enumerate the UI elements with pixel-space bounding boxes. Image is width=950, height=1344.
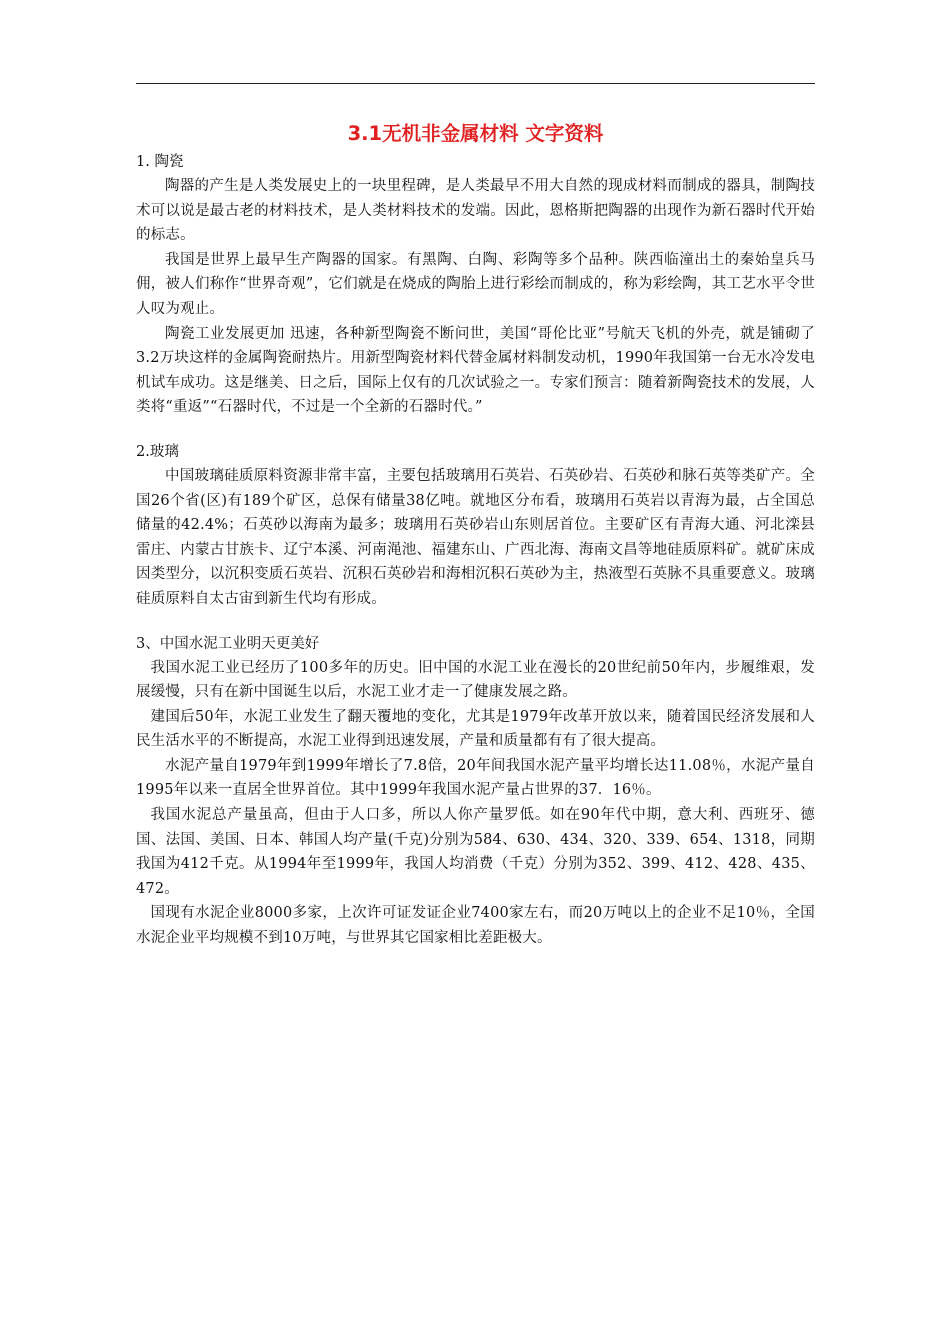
document-title: 3.1无机非金属材料 文字资料 bbox=[347, 122, 604, 145]
paragraph: 我国水泥工业已经历了100多年的历史。旧中国的水泥工业在漫长的20世纪前50年内，步履维艰，发展缓慢，只有在新中国诞生以后，水泥工业才走一了健康发展之路。 bbox=[136, 659, 815, 701]
paragraph: 我国是世界上最早生产陶器的国家。有黑陶、白陶、彩陶等多个品种。陕西临潼出土的秦始皇兵马佣，被人们称作“世界奇观”，它们就是在烧成的陶胎上进行彩绘而制成的，称为彩绘陶，其工艺水平令世人叹为观止。 bbox=[136, 251, 815, 317]
paragraph: 陶瓷工业发展更加 迅速，各种新型陶瓷不断问世，美国“哥伦比亚”号航天飞机的外壳，就是铺砌了3.2万块这样的金属陶瓷耐热片。用新型陶瓷材料代替金属材料制发动机，1990年我国第一台无水冷发电机试车成功。这是继美、日之后，国际上仅有的几次试验之一。专家们预言：随着新陶瓷技术的发展，人类将“重返”“石器时代，不过是一个全新的石器时代。” bbox=[136, 325, 815, 416]
paragraph: 建国后50年，水泥工业发生了翻天覆地的变化，尤其是1979年改革开放以来，随着国民经济发展和人民生活水平的不断提高，水泥工业得到迅速发展，产量和质量都有有了很大提高。 bbox=[136, 708, 815, 750]
paragraph: 国现有水泥企业8000多家，上次许可证发证企业7400家左右，而20万吨以上的企业不足10％，全国水泥企业平均规模不到10万吨，与世界其它国家相比差距极大。 bbox=[136, 905, 815, 947]
paragraph: 陶器的产生是人类发展史上的一块里程碑，是人类最早不用大自然的现成材料而制成的器具，制陶技术可以说是最古老的材料技术，是人类材料技术的发端。因此，恩格斯把陶器的出现作为新石器时代开始的标志。 bbox=[136, 178, 815, 244]
paragraph: 水泥产量自1979年到1999年增长了7.8倍，20年间我国水泥产量平均增长达11.08％，水泥产量自1995年以来一直居全世界首位。其中1999年我国水泥产量占世界的37．16％。 bbox=[136, 757, 815, 799]
section-ceramics bbox=[136, 150, 815, 420]
header-rule bbox=[136, 83, 815, 84]
section-heading: 1. 陶瓷 bbox=[136, 154, 184, 170]
section-glass bbox=[136, 440, 815, 612]
document-body bbox=[136, 120, 815, 951]
section-spacer bbox=[136, 420, 815, 440]
section-cement bbox=[136, 632, 815, 951]
paragraph: 我国水泥总产量虽高，但由于人口多，所以人你产量罗低。如在90年代中期，意大利、西班牙、德国、法国、美国、日本、韩国人均产量(千克)分别为584、630、434、320、339、654、1318，同期我国为412千克。从1994年至1999年，我国人均消费（千克）分别为352、399、412、428、435、472。 bbox=[136, 807, 815, 897]
section-heading: 3、中国水泥工业明天更美好 bbox=[136, 635, 320, 652]
section-spacer bbox=[136, 612, 815, 632]
section-heading: 2.玻璃 bbox=[136, 443, 179, 460]
paragraph: 中国玻璃硅质原料资源非常丰富，主要包括玻璃用石英岩、石英砂岩、石英砂和脉石英等类矿产。全国26个省(区)有189个矿区，总保有储量38亿吨。就地区分布看，玻璃用石英岩以青海为最，占全国总储量的42.4%；石英砂以海南为最多；玻璃用石英砂岩山东则居首位。主要矿区有青海大通、河北滦县雷庄、内蒙古甘族卡、辽宁本溪、河南渑池、福建东山、广西北海、海南文昌等地硅质原料矿。就矿床成因类型分，以沉积变质石英岩、沉积石英砂岩和海相沉积石英砂为主，热液型石英脉不具重要意义。玻璃硅质原料自太古宙到新生代均有形成。 bbox=[136, 467, 815, 607]
